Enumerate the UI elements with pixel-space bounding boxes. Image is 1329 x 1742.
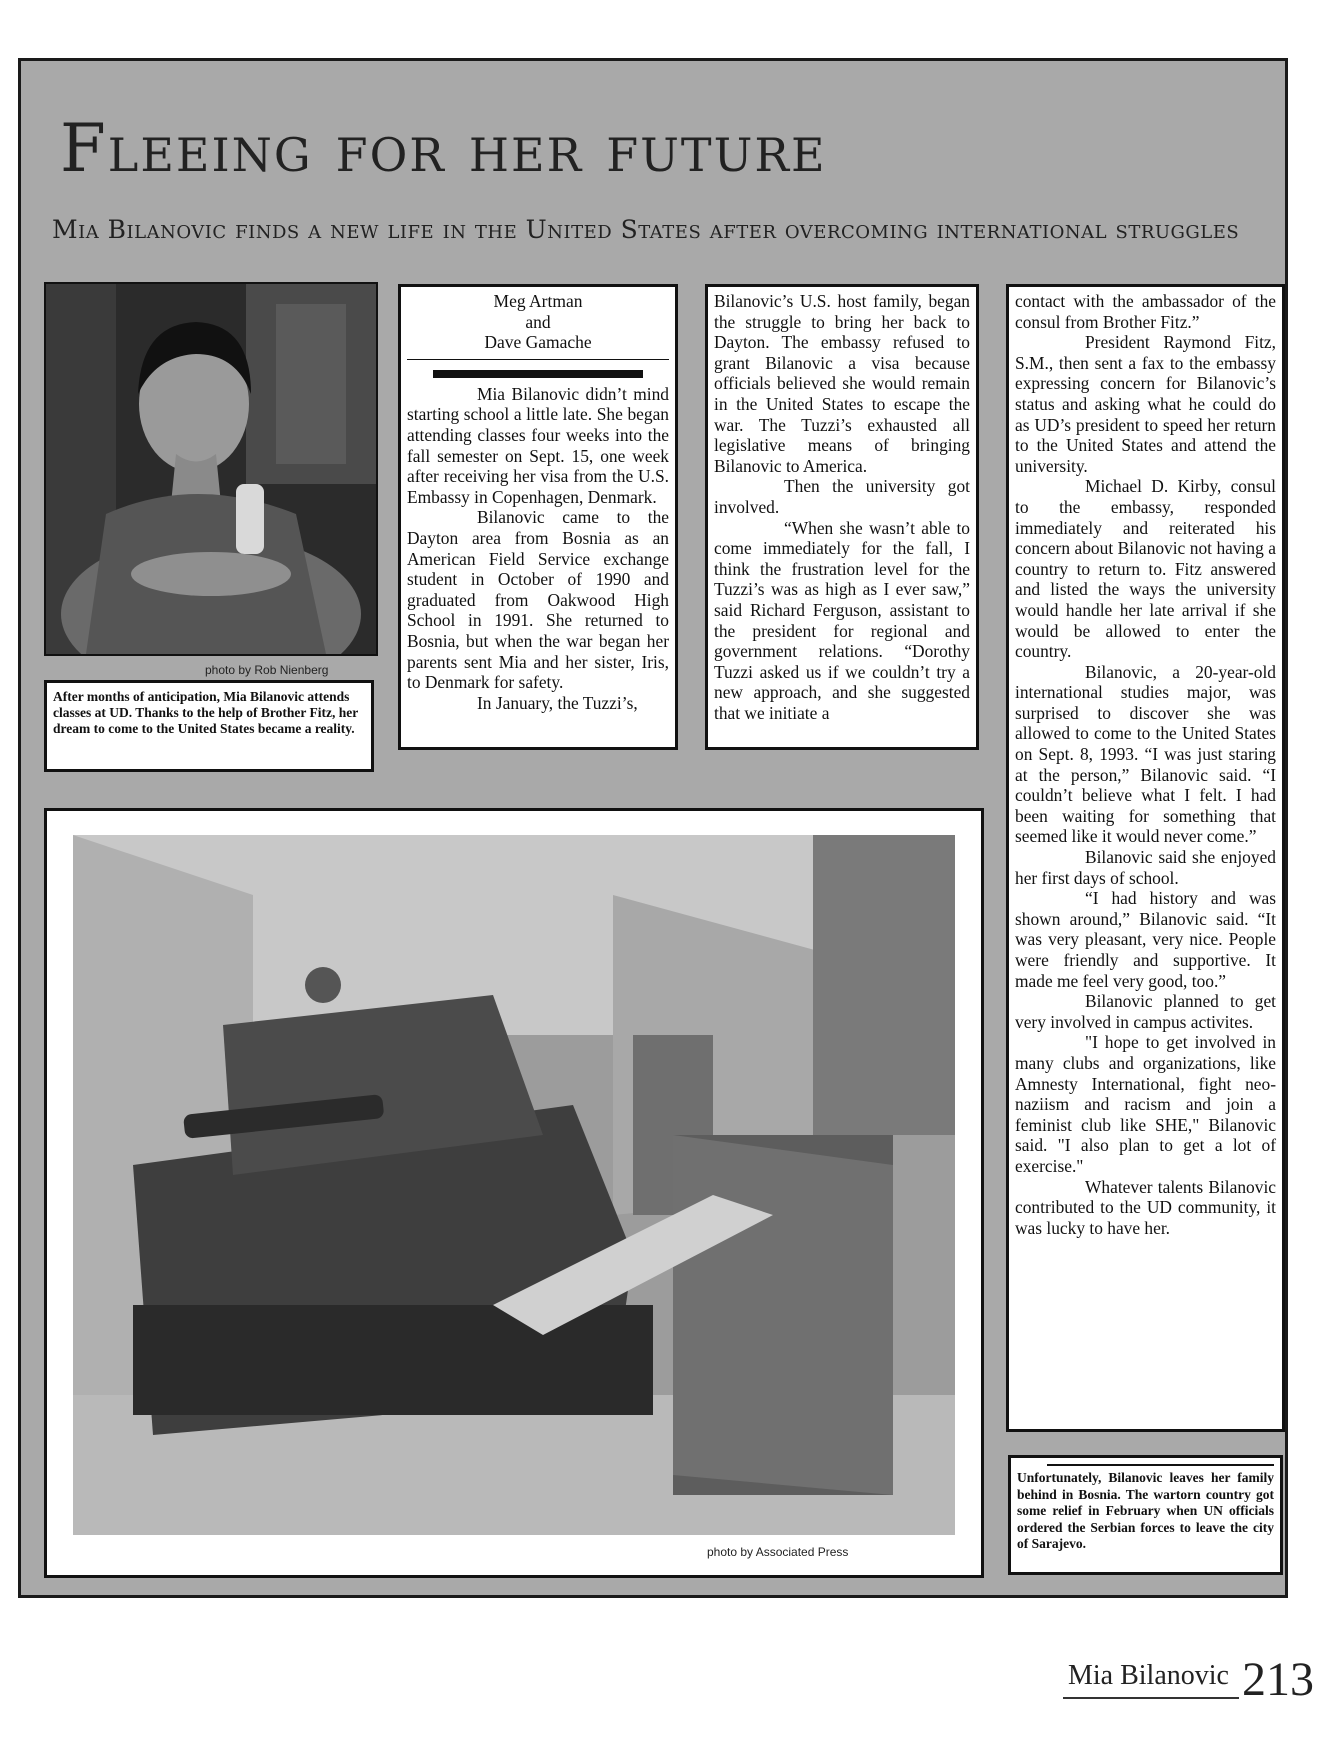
caption-rule [1047,1464,1274,1466]
footer-rule [1063,1697,1239,1699]
col2-paragraph: “When she wasn’t able to come immediately for the fall, I think the frustration level for the Tuzzi’s was as high as I ever saw,” said Richard Ferguson, assistant to the president for regional and government relations. “Dorothy Tuzzi asked us if we couldn’t try a new approach, and she suggested that we initiate a [714,517,970,723]
col3-paragraph: Michael D. Kirby, consul to the embassy, responded immediately and reiterated his concern about Bilanovic not having a country to return to. Fitz answered and listed the ways the university would handle her late arrival if she would be allowed to enter the country. [1015,476,1276,662]
footer-name: Mia Bilanovic [1068,1660,1229,1691]
col3-paragraph: Bilanovic planned to get very involved in campus activites. [1015,991,1276,1032]
author-2: Dave Gamache [484,332,592,353]
byline [407,291,669,353]
col3-paragraph: "I hope to get involved in many clubs and organizations, like Amnesty International, fight neo-naziism and racism and join a feminist club like SHE," Bilanovic said. "I also plan to get a lot of exercise." [1015,1032,1276,1176]
article-column-2 [705,284,979,750]
portrait-caption: After months of anticipation, Mia Bilanovic attends classes at UD. Thanks to the help of Brother Fitz, her dream to come to the United States became a reality. [44,680,374,772]
col3-paragraph: Bilanovic, a 20-year-old international studies major, was surprised to discover she was allowed to come to the United States on Sept. 8, 1993. “I was just staring at the person,” Bilanovic said. “I couldn’t believe what I felt. I had been waiting for something that seemed like it would never come.” [1015,661,1276,847]
portrait-image [46,284,376,654]
byline-bar [433,370,643,378]
tank-caption-box [1008,1455,1283,1575]
col2-paragraph: Then the university got involved. [714,476,970,517]
portrait-photo-credit: photo by Rob Nienberg [205,663,329,677]
page-number: 213 [1242,1653,1314,1706]
article-column-3 [1006,284,1285,1432]
col1-paragraph: Bilanovic came to the Dayton area from Bosnia as an American Field Service exchange student in October of 1990 and graduated from Oakwood High School in 1991. She returned to Bosnia, but when the war began her parents sent Mia and her sister, Iris, to Denmark for safety. [407,507,669,693]
author-1: Meg Artman [493,291,583,311]
article-column-1 [398,284,678,750]
tank-photo [73,835,955,1535]
portrait-photo [44,282,378,656]
col3-paragraph: contact with the ambassador of the consul from Brother Fitz.” [1015,291,1276,332]
byline-and: and [525,311,551,332]
col3-paragraph: Bilanovic said she enjoyed her first days of school. [1015,847,1276,888]
tank-photo-credit: photo by Associated Press [707,1545,849,1559]
col3-paragraph: President Raymond Fitz, S.M., then sent a fax to the embassy expressing concern for Bilanovic’s status and asking what he could do as UD’s president to speed her return to the United States and attend the university. [1015,332,1276,476]
col1-paragraph: In January, the Tuzzi’s, [477,692,638,713]
byline-rule [407,359,669,360]
col3-paragraph: “I had history and was shown around,” Bilanovic said. “It was very pleasant, very nice. People were friendly and supportive. It made me feel very good, too.” [1015,888,1276,991]
tank-image [73,835,955,1535]
tank-photo-frame [44,808,984,1578]
article-subtitle: Mia Bilanovic finds a new life in the United States after overcoming international struggles [52,215,1240,244]
tank-caption: Unfortunately, Bilanovic leaves her family behind in Bosnia. The wartorn country got some relief in February when UN officials ordered the Serbian forces to leave the city of Sarajevo. [1017,1470,1274,1551]
col1-paragraph: Mia Bilanovic didn’t mind starting school a little late. She began attending classes four weeks into the fall semester on Sept. 15, one week after receiving her visa from the U.S. Embassy in Copenhagen, Denmark. [407,383,669,507]
col3-paragraph: Whatever talents Bilanovic contributed to the UD community, it was lucky to have her. [1015,1176,1276,1238]
col2-paragraph: Bilanovic’s U.S. host family, began the struggle to bring her back to Dayton. The embassy refused to grant Bilanovic a visa because officials believed she would remain in the United States to escape the war. The Tuzzi’s exhausted all legislative means of bringing Bilanovic to America. [714,291,970,476]
article-title: Fleeing for her future [60,110,827,187]
